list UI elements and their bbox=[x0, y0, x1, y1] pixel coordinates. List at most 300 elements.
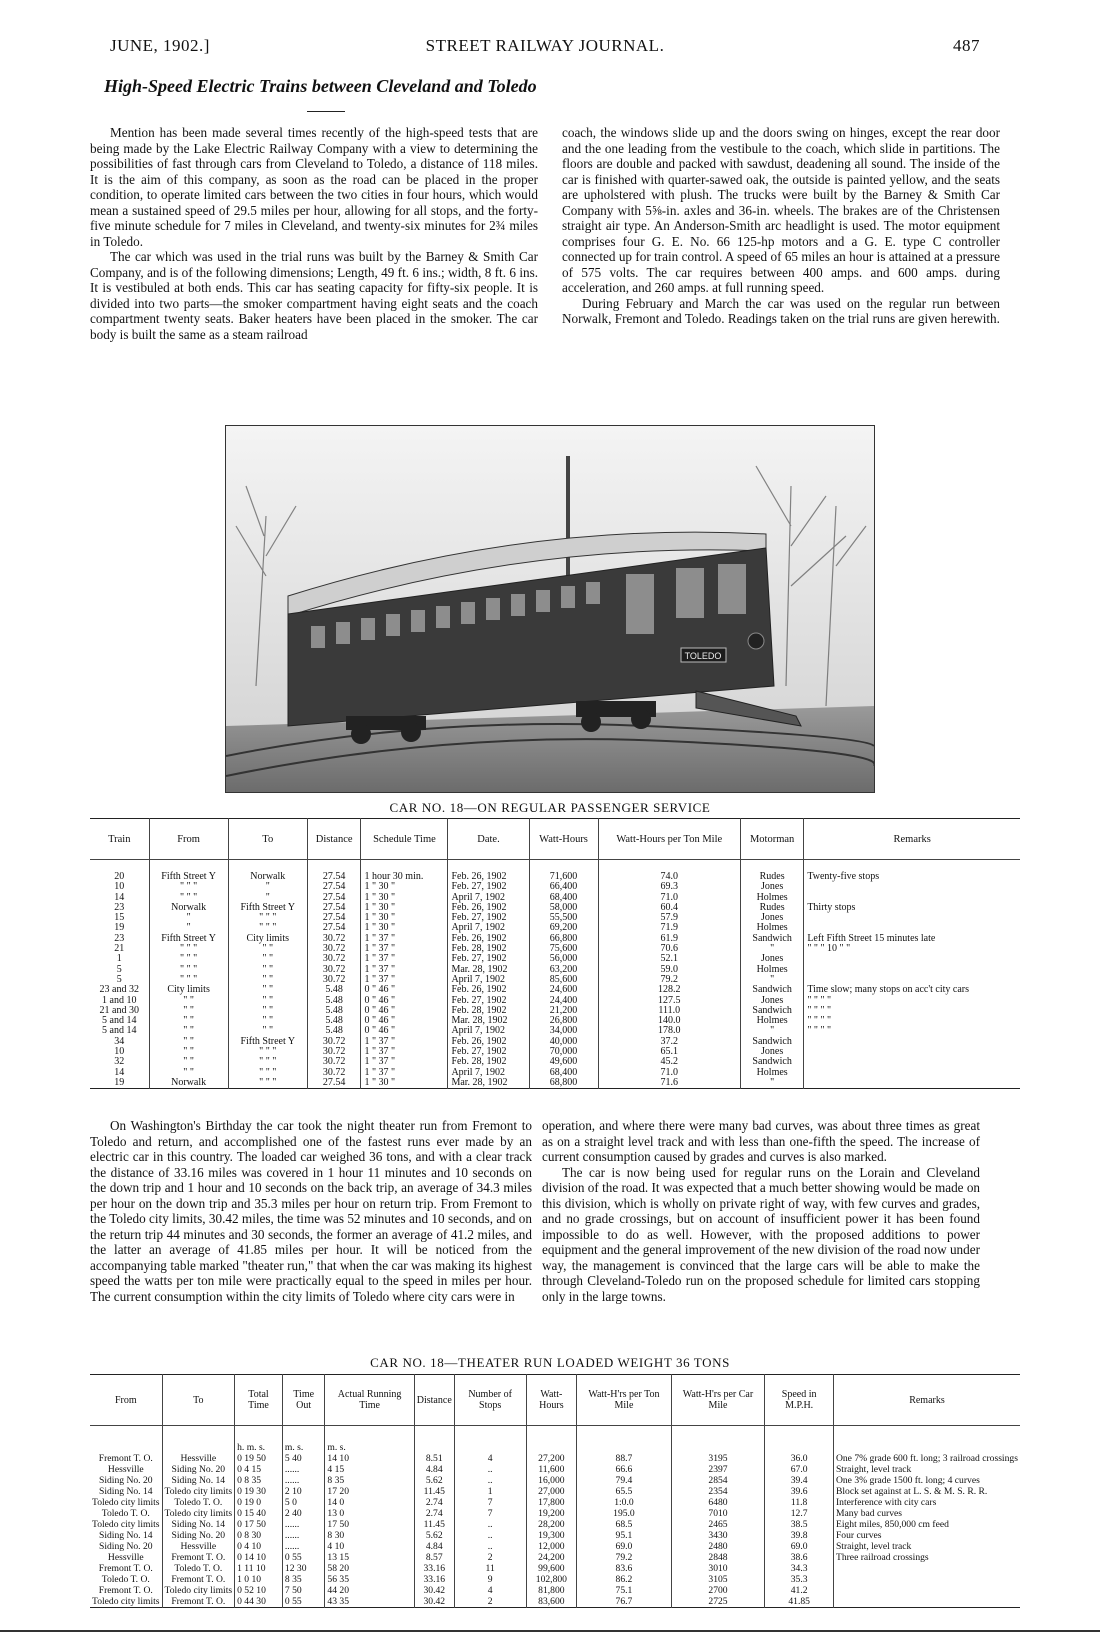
table-cell: 75.1 bbox=[577, 1585, 671, 1596]
table-cell: 99,600 bbox=[526, 1563, 577, 1574]
table-cell: 2480 bbox=[671, 1541, 765, 1552]
unit-label: h. m. s. bbox=[235, 1426, 283, 1454]
table-cell: 8 35 bbox=[282, 1574, 325, 1585]
table-cell: 3195 bbox=[671, 1453, 765, 1464]
table-cell: " " " bbox=[149, 893, 228, 903]
unit-label: m. s. bbox=[325, 1426, 414, 1454]
table-cell: 12.7 bbox=[765, 1508, 834, 1519]
table-cell: " " bbox=[149, 1006, 228, 1016]
table-cell: Fifth Street Y bbox=[228, 1037, 307, 1047]
table-cell: 65.5 bbox=[577, 1486, 671, 1497]
table-cell: Toledo T. O. bbox=[162, 1563, 235, 1574]
table-cell: " " " " bbox=[804, 996, 1020, 1006]
table-cell bbox=[833, 1563, 1020, 1574]
table-cell: Siding No. 20 bbox=[98, 1475, 153, 1486]
table-cell bbox=[804, 965, 1020, 975]
table-cell: 0 " 46 " bbox=[361, 1016, 448, 1026]
table-cell: 195.0 bbox=[577, 1508, 671, 1519]
table-cell: 63,200 bbox=[529, 965, 598, 975]
table-row bbox=[90, 1486, 1020, 1497]
table-cell: 8 30 bbox=[325, 1530, 414, 1541]
table-cell: 14 bbox=[114, 891, 125, 903]
running-header bbox=[110, 36, 980, 58]
streetcar-photo bbox=[225, 425, 875, 793]
table-cell: 0 4 10 bbox=[235, 1541, 283, 1552]
table-cell: 1 " 30 " bbox=[361, 1078, 448, 1089]
table-cell: " " " bbox=[228, 1047, 307, 1057]
column-header: Actual Running Time bbox=[325, 1375, 414, 1426]
column-header: From bbox=[90, 1375, 162, 1426]
table-cell: 4 bbox=[454, 1585, 526, 1596]
table-cell: 10 bbox=[114, 881, 125, 893]
table-cell: 71.6 bbox=[598, 1078, 740, 1089]
table-cell: Four curves bbox=[833, 1530, 1020, 1541]
article-title: High-Speed Electric Trains between Cleveland and Toledo bbox=[104, 76, 537, 96]
table-cell bbox=[804, 1078, 1020, 1089]
table-cell: 178.0 bbox=[598, 1026, 740, 1036]
table-cell: 0 " 46 " bbox=[361, 985, 448, 995]
table-cell: Three railroad crossings bbox=[833, 1552, 1020, 1563]
column-header: Train bbox=[90, 819, 149, 860]
column-header: Watt-H'rs per Car Mile bbox=[671, 1375, 765, 1426]
table-cell: Hessville bbox=[107, 1552, 144, 1563]
table-cell: " bbox=[740, 975, 803, 985]
table-cell: 83.6 bbox=[577, 1563, 671, 1574]
column-header: Watt-H'rs per Ton Mile bbox=[577, 1375, 671, 1426]
intro-column-2 bbox=[562, 125, 1000, 327]
table-cell: One 3% grade 1500 ft. long; 4 curves bbox=[833, 1475, 1020, 1486]
table-cell: April 7, 1902 bbox=[448, 1026, 529, 1036]
table-cell: 21 and 30 bbox=[99, 1004, 139, 1016]
table-cell: 30.72 bbox=[307, 1037, 361, 1047]
table-cell: Feb. 28, 1902 bbox=[448, 1057, 529, 1067]
table-cell: 2854 bbox=[671, 1475, 765, 1486]
table-cell: 21 bbox=[114, 943, 125, 955]
table-cell: 1 " 37 " bbox=[361, 965, 448, 975]
table-cell: City limits bbox=[149, 985, 228, 995]
table-cell: 2 bbox=[454, 1552, 526, 1563]
table-cell: 83,600 bbox=[526, 1596, 577, 1608]
table-cell: 30.72 bbox=[307, 1047, 361, 1057]
table-cell: 0 " 46 " bbox=[361, 1026, 448, 1036]
table-cell: 23 bbox=[114, 932, 125, 944]
unit-label bbox=[162, 1426, 235, 1454]
table-cell: Toledo T. O. bbox=[101, 1508, 150, 1519]
unit-label bbox=[414, 1426, 454, 1454]
table-cell: City limits bbox=[228, 934, 307, 944]
table-cell: 1 " 30 " bbox=[361, 882, 448, 892]
table-cell: 10 bbox=[114, 1046, 125, 1058]
table-cell: 74.0 bbox=[598, 860, 740, 883]
table-cell bbox=[804, 954, 1020, 964]
table-cell: " " bbox=[228, 954, 307, 964]
table-cell: " " bbox=[228, 944, 307, 954]
table-cell: " " " " bbox=[804, 1006, 1020, 1016]
table-cell: " " bbox=[149, 1068, 228, 1078]
table-cell: " " bbox=[149, 1037, 228, 1047]
table-cell: 6480 bbox=[671, 1497, 765, 1508]
table-cell: Mar. 28, 1902 bbox=[448, 1016, 529, 1026]
table-cell: 70.6 bbox=[598, 944, 740, 954]
table-cell: 88.7 bbox=[577, 1453, 671, 1464]
table-cell bbox=[804, 1037, 1020, 1047]
table-cell: .. bbox=[454, 1530, 526, 1541]
table-cell: 1 " 30 " bbox=[361, 903, 448, 913]
table-cell: " " bbox=[149, 1057, 228, 1067]
table-cell: 44 20 bbox=[325, 1585, 414, 1596]
table-cell: Sandwich bbox=[740, 934, 803, 944]
table-cell: 23 and 32 bbox=[99, 984, 139, 996]
table-cell: April 7, 1902 bbox=[448, 923, 529, 933]
table-cell: 0 15 40 bbox=[235, 1508, 283, 1519]
table-cell: 1 " 37 " bbox=[361, 954, 448, 964]
table-cell: 71.0 bbox=[598, 893, 740, 903]
table-cell: April 7, 1902 bbox=[448, 975, 529, 985]
table-cell: 24,400 bbox=[529, 996, 598, 1006]
table-cell: 0 55 bbox=[282, 1552, 325, 1563]
paragraph: On Washington's Birthday the car took the night theater run from Fremont to Toledo and return, and accomplished one of the fastest runs ever made by an electric car in this country. The loaded car weighed 36 tons, and with a clear track the distance of 33.16 miles was covered in 1 hour 11 minutes and 10 seconds on the down trip and 1 hour and 10 seconds on the back trip, an average of 34.3 miles per hour on the down trip and 35.3 miles per hour on return trip. From Fremont to the Toledo city limits, 30.42 miles, the time was 52 minutes and 10 seconds, and on the return trip 44 minutes and 30 seconds, the former an average of 41.2 miles, and the latter an average of 41.85 miles per hour. It will be noticed from the accompanying table marked "theater run," that when the car was making its highest speed the watts per ton mile were practically equal to the speed in miles per hour. The current consumption within the city limits of Toledo where city cars were in bbox=[90, 1118, 532, 1304]
table-cell: 40,000 bbox=[529, 1037, 598, 1047]
column-header: Total Time bbox=[235, 1375, 283, 1426]
table-cell: Feb. 27, 1902 bbox=[448, 882, 529, 892]
table-cell: " " bbox=[149, 1047, 228, 1057]
table-cell: 1 " 30 " bbox=[361, 893, 448, 903]
paragraph: coach, the windows slide up and the doors swing on hinges, except the rear door and the one leading from the vestibule to the coach, which slide in partitions. The floors are double and packed with sawdust, deadening all sound. The inside of the car is finished with quarter-sawed oak, the outside is painted yellow, and the seats are upholstered with plush. The trucks were built by the Barney & Smith Car Company with 5⅝-in. axles and 36-in. wheels. The brakes are of the Christensen straight air type. An Anderson-Smith arc headlight is used. The motor equipment comprises four G. E. No. 66 125-hp motors and a G. E. type C controller connected up for train control. A speed of 65 miles an hour is attained at a pressure of 575 volts. The car requires between 400 amps. and 600 amps. during acceleration, and 260 amps. at full running speed. bbox=[562, 125, 1000, 295]
table-cell: " " bbox=[228, 1016, 307, 1026]
table-cell: 61.9 bbox=[598, 934, 740, 944]
table-cell: 1 " 30 " bbox=[361, 913, 448, 923]
table-cell: 13 0 bbox=[325, 1508, 414, 1519]
table-cell: 56 35 bbox=[325, 1574, 414, 1585]
table-cell: 11.45 bbox=[414, 1486, 454, 1497]
table-cell: 68.5 bbox=[577, 1519, 671, 1530]
table-cell: 12,000 bbox=[526, 1541, 577, 1552]
table-cell: 81,800 bbox=[526, 1585, 577, 1596]
table-cell: 17,800 bbox=[526, 1497, 577, 1508]
table-cell: 71.0 bbox=[598, 1068, 740, 1078]
table-cell: Fremont T. O. bbox=[162, 1552, 235, 1563]
table-cell: 5 40 bbox=[282, 1453, 325, 1464]
table-cell: 56,000 bbox=[529, 954, 598, 964]
table-cell: Norwalk bbox=[149, 903, 228, 913]
table-cell: " " bbox=[228, 975, 307, 985]
table-cell: 68,800 bbox=[529, 1078, 598, 1089]
table-cell: 34,000 bbox=[529, 1026, 598, 1036]
table-cell: 20 bbox=[114, 871, 125, 882]
table-cell: 4.84 bbox=[414, 1464, 454, 1475]
table-cell: Jones bbox=[740, 1047, 803, 1057]
table-cell: 2.74 bbox=[414, 1508, 454, 1519]
table-cell: Holmes bbox=[740, 923, 803, 933]
unit-label bbox=[454, 1426, 526, 1454]
units-row bbox=[90, 1426, 1020, 1454]
table-cell: 19,200 bbox=[526, 1508, 577, 1519]
table-cell: 33.16 bbox=[414, 1574, 454, 1585]
table-cell: Toledo T. O. bbox=[162, 1497, 235, 1508]
table-cell: " bbox=[740, 1026, 803, 1036]
table-cell: 30.72 bbox=[307, 1057, 361, 1067]
table-cell: 17 20 bbox=[325, 1486, 414, 1497]
table-cell: 27.54 bbox=[307, 893, 361, 903]
table-cell: Siding No. 14 bbox=[162, 1475, 235, 1486]
table-cell: 41.85 bbox=[765, 1596, 834, 1608]
table-cell: Feb. 27, 1902 bbox=[448, 954, 529, 964]
table-cell: 32 bbox=[114, 1056, 125, 1068]
table-cell: Mar. 28, 1902 bbox=[448, 1078, 529, 1089]
table-cell: " " " bbox=[149, 944, 228, 954]
table-cell: 5.48 bbox=[307, 996, 361, 1006]
table-cell: ...... bbox=[282, 1475, 325, 1486]
column-header: To bbox=[228, 819, 307, 860]
table-row bbox=[90, 1585, 1020, 1596]
photo-caption: CAR NO. 18—ON REGULAR PASSENGER SERVICE bbox=[389, 800, 711, 815]
table-row bbox=[90, 1508, 1020, 1519]
table-cell: 14 0 bbox=[325, 1497, 414, 1508]
table-cell: 2.74 bbox=[414, 1497, 454, 1508]
table-cell: 30.72 bbox=[307, 1068, 361, 1078]
header-date: JUNE, 1902.] bbox=[110, 36, 210, 55]
table-cell: 75,600 bbox=[529, 944, 598, 954]
regular-service-table bbox=[90, 818, 1020, 1089]
table-row bbox=[90, 1552, 1020, 1563]
table-cell: Toledo city limits bbox=[162, 1585, 235, 1596]
table-cell: 5.48 bbox=[307, 1016, 361, 1026]
table-row bbox=[90, 860, 1020, 883]
table-cell: " " " bbox=[228, 923, 307, 933]
table-cell: Hessville bbox=[107, 1464, 144, 1475]
table-cell: 0 4 15 bbox=[235, 1464, 283, 1475]
table-caption: CAR NO. 18—THEATER RUN LOADED WEIGHT 36 TONS bbox=[370, 1355, 730, 1370]
table-cell: 69.0 bbox=[765, 1541, 834, 1552]
table-cell: 58,000 bbox=[529, 903, 598, 913]
table-cell: 24,200 bbox=[526, 1552, 577, 1563]
table-cell: " " bbox=[228, 985, 307, 995]
table-cell: " bbox=[149, 913, 228, 923]
table-cell: 0 19 50 bbox=[235, 1453, 283, 1464]
table-cell: Fremont T. O. bbox=[98, 1453, 153, 1464]
page-edge-rule bbox=[0, 1630, 1100, 1632]
theater-run-table bbox=[90, 1374, 1020, 1608]
table-cell: 1:0.0 bbox=[577, 1497, 671, 1508]
table-cell: 86.2 bbox=[577, 1574, 671, 1585]
paragraph: The car is now being used for regular runs on the Lorain and Cleveland division of the road. It was expected that a much better showing would be made on this division, which is wholly on private right of way, with few curves and grades, and no grade crossings, but on account of insufficient power it has been found impossible to do as well. However, with the proposed additions to power equipment and the general improvement of the new division of the road now under way, the management is convinced that the large cars will be able to make the through Cleveland-Toledo run on the proposed schedule for limited cars stopping only in the large towns. bbox=[542, 1164, 981, 1304]
table-cell: 7 bbox=[454, 1508, 526, 1519]
table-cell: 2 40 bbox=[282, 1508, 325, 1519]
column-header: Schedule Time bbox=[361, 819, 448, 860]
table-cell: 19 bbox=[114, 922, 125, 934]
table-cell: Block set against at L. S. & M. S. R. R. bbox=[833, 1486, 1020, 1497]
table-cell: 59.0 bbox=[598, 965, 740, 975]
table-cell: 27.54 bbox=[307, 913, 361, 923]
table-cell: 11 bbox=[454, 1563, 526, 1574]
table-row bbox=[90, 1530, 1020, 1541]
table-cell: " " " " bbox=[804, 1026, 1020, 1036]
column-header: Watt-Hours per Ton Mile bbox=[598, 819, 740, 860]
table-cell: 14 10 bbox=[325, 1453, 414, 1464]
table-cell: " " " " bbox=[804, 1016, 1020, 1026]
table-cell: 67.0 bbox=[765, 1464, 834, 1475]
table-cell: 11.45 bbox=[414, 1519, 454, 1530]
table-cell: 1 " 37 " bbox=[361, 975, 448, 985]
table-cell: 27,000 bbox=[526, 1486, 577, 1497]
table-cell: 2700 bbox=[671, 1585, 765, 1596]
table-cell: Holmes bbox=[740, 1016, 803, 1026]
table-cell: 21,200 bbox=[529, 1006, 598, 1016]
table-cell: 39.4 bbox=[765, 1475, 834, 1486]
table-cell: 17 50 bbox=[325, 1519, 414, 1530]
table-cell: April 7, 1902 bbox=[448, 893, 529, 903]
table-cell: 1 bbox=[454, 1486, 526, 1497]
table-cell: 27.54 bbox=[307, 923, 361, 933]
unit-label bbox=[526, 1426, 577, 1454]
table-cell: 36.0 bbox=[765, 1453, 834, 1464]
body-column-2 bbox=[542, 1118, 980, 1304]
table-cell: Fifth Street Y bbox=[149, 860, 228, 883]
table-cell: " " bbox=[228, 1006, 307, 1016]
table-cell: 0 44 30 bbox=[235, 1596, 283, 1608]
table-cell: 0 52 10 bbox=[235, 1585, 283, 1596]
table-cell: Feb. 26, 1902 bbox=[448, 934, 529, 944]
table-cell: Hessville bbox=[162, 1453, 235, 1464]
table-cell: Sandwich bbox=[740, 1037, 803, 1047]
table-cell: 66,800 bbox=[529, 934, 598, 944]
table-cell: 79.2 bbox=[577, 1552, 671, 1563]
table-cell: 7 bbox=[454, 1497, 526, 1508]
header-page-number: 487 bbox=[953, 36, 980, 55]
table-cell: Toledo city limits bbox=[92, 1596, 160, 1607]
table-cell: 38.6 bbox=[765, 1552, 834, 1563]
table-row bbox=[90, 1574, 1020, 1585]
table-cell: Siding No. 14 bbox=[98, 1530, 153, 1541]
table-cell: 30.72 bbox=[307, 944, 361, 954]
table-row bbox=[90, 1519, 1020, 1530]
paragraph: During February and March the car was used on the regular run between Norwalk, Fremont and Toledo. Readings taken on the trial runs are given herewith. bbox=[562, 295, 1000, 326]
column-header: Distance bbox=[414, 1375, 454, 1426]
table-cell: " " " bbox=[228, 1078, 307, 1089]
table-cell: Jones bbox=[740, 882, 803, 892]
table-cell: 79.2 bbox=[598, 975, 740, 985]
table-cell: Sandwich bbox=[740, 1006, 803, 1016]
table-cell: 7 50 bbox=[282, 1585, 325, 1596]
table-cell: Siding No. 14 bbox=[162, 1519, 235, 1530]
table-cell: Siding No. 14 bbox=[98, 1486, 153, 1497]
table-cell: 1 hour 30 min. bbox=[361, 860, 448, 883]
table-cell: 127.5 bbox=[598, 996, 740, 1006]
table-cell: 2 10 bbox=[282, 1486, 325, 1497]
table-cell: Feb. 27, 1902 bbox=[448, 996, 529, 1006]
table-cell: .. bbox=[454, 1541, 526, 1552]
table-cell: 0 17 50 bbox=[235, 1519, 283, 1530]
table-cell: 3105 bbox=[671, 1574, 765, 1585]
column-header: Time Out bbox=[282, 1375, 325, 1426]
table-cell: 1 " 37 " bbox=[361, 944, 448, 954]
table-cell: 4 15 bbox=[325, 1464, 414, 1475]
table-cell: 30.42 bbox=[414, 1585, 454, 1596]
table-cell: 68,400 bbox=[529, 893, 598, 903]
table-cell: 27.54 bbox=[307, 882, 361, 892]
table-cell: " " bbox=[149, 1026, 228, 1036]
table-cell: 8.57 bbox=[414, 1552, 454, 1563]
table-cell: 4.84 bbox=[414, 1541, 454, 1552]
table-cell: Holmes bbox=[740, 1068, 803, 1078]
table-cell: Norwalk bbox=[149, 1078, 228, 1089]
table-cell: 33.16 bbox=[414, 1563, 454, 1574]
table-cell: " " " bbox=[149, 954, 228, 964]
table-cell: Holmes bbox=[740, 893, 803, 903]
column-header: Remarks bbox=[804, 819, 1020, 860]
table-cell: 5 bbox=[116, 963, 122, 975]
table-cell: 11.8 bbox=[765, 1497, 834, 1508]
table-cell: Mar. 28, 1902 bbox=[448, 965, 529, 975]
table-cell: 5 bbox=[116, 973, 122, 985]
column-header: Remarks bbox=[833, 1375, 1020, 1426]
table-cell bbox=[804, 913, 1020, 923]
table-cell: Rudes bbox=[740, 903, 803, 913]
table-cell: Hessville bbox=[162, 1541, 235, 1552]
table-cell: " " " bbox=[149, 882, 228, 892]
unit-label bbox=[671, 1426, 765, 1454]
table-cell: 5.62 bbox=[414, 1475, 454, 1486]
table-cell: 2354 bbox=[671, 1486, 765, 1497]
table-cell: 19 bbox=[114, 1076, 125, 1088]
table-cell: 19,300 bbox=[526, 1530, 577, 1541]
title-rule bbox=[307, 111, 345, 112]
table-cell: Toledo city limits bbox=[92, 1497, 160, 1508]
table-cell: .. bbox=[454, 1519, 526, 1530]
column-header: Watt-Hours bbox=[529, 819, 598, 860]
table-cell: Jones bbox=[740, 913, 803, 923]
table-cell: " " " bbox=[149, 965, 228, 975]
table-row bbox=[90, 1453, 1020, 1464]
table-cell: 16,000 bbox=[526, 1475, 577, 1486]
table-cell: ...... bbox=[282, 1519, 325, 1530]
table-cell: 3430 bbox=[671, 1530, 765, 1541]
table-cell bbox=[833, 1596, 1020, 1608]
table-cell: " " " bbox=[228, 913, 307, 923]
table-cell: 2725 bbox=[671, 1596, 765, 1608]
table-cell: " bbox=[740, 1078, 803, 1089]
table-cell: " " " 10 " " bbox=[804, 944, 1020, 954]
table-cell: 1 11 10 bbox=[235, 1563, 283, 1574]
table-cell: .. bbox=[454, 1464, 526, 1475]
table-cell: Fremont T. O. bbox=[162, 1574, 235, 1585]
unit-label bbox=[833, 1426, 1020, 1454]
table-cell: Sandwich bbox=[740, 985, 803, 995]
table-cell: " " bbox=[228, 965, 307, 975]
table-cell: 1 " 37 " bbox=[361, 1068, 448, 1078]
unit-label: m. s. bbox=[282, 1426, 325, 1454]
table-cell bbox=[804, 1057, 1020, 1067]
table-cell: 79.4 bbox=[577, 1475, 671, 1486]
table-cell: Feb. 26, 1902 bbox=[448, 860, 529, 883]
column-header: Motorman bbox=[740, 819, 803, 860]
table-cell bbox=[833, 1585, 1020, 1596]
table-cell: Feb. 28, 1902 bbox=[448, 1006, 529, 1016]
table-cell: 15 bbox=[114, 912, 125, 924]
table-cell: 39.8 bbox=[765, 1530, 834, 1541]
table-cell: 0 " 46 " bbox=[361, 1006, 448, 1016]
table-cell: 60.4 bbox=[598, 903, 740, 913]
table-cell bbox=[804, 1068, 1020, 1078]
table-cell: " " " bbox=[228, 1068, 307, 1078]
table-cell: 68,400 bbox=[529, 1068, 598, 1078]
table-cell: Fremont T. O. bbox=[98, 1585, 153, 1596]
table-cell: Siding No. 20 bbox=[162, 1464, 235, 1475]
table-cell: 23 bbox=[114, 901, 125, 913]
table-cell: 8.51 bbox=[414, 1453, 454, 1464]
table-cell: 27,200 bbox=[526, 1453, 577, 1464]
table-cell: 26,800 bbox=[529, 1016, 598, 1026]
